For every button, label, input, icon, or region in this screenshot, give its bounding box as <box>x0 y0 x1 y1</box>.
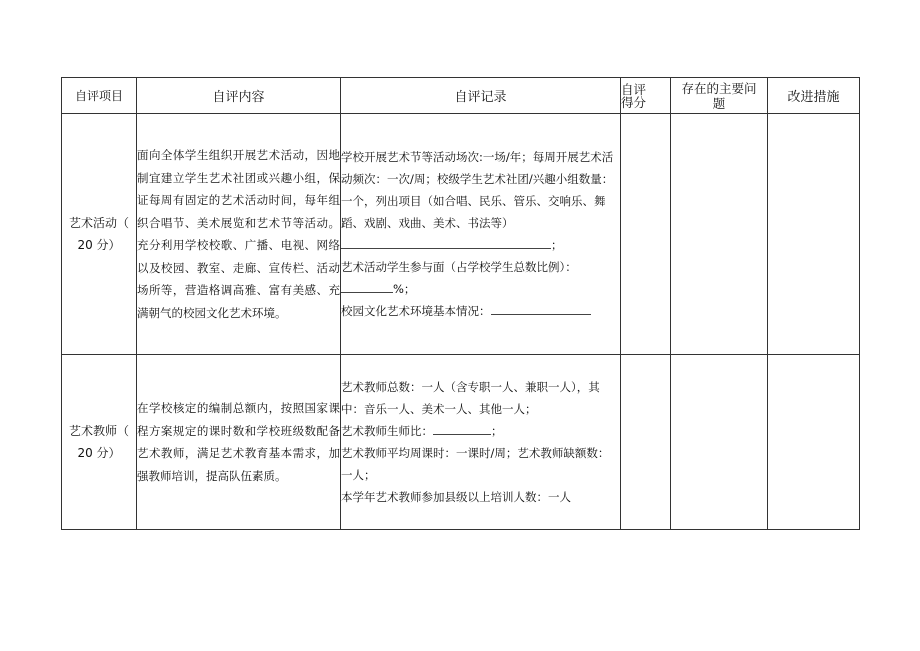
record-text: ； <box>551 238 563 252</box>
row-content: 在学校核定的编制总额内，按照国家课程方案规定的课时数和学校班级数配备艺术教师，满足艺术教育基本需求，加强教师培训，提高队伍素质。 <box>137 355 341 530</box>
record-text: %； <box>393 282 416 296</box>
record-line <box>341 146 620 256</box>
fill-blank[interactable] <box>341 280 393 293</box>
row-item-line2: 20 分） <box>77 446 121 460</box>
row-item-line1: 艺术活动（ <box>68 216 129 230</box>
row-item-line2: 20 分） <box>77 238 121 252</box>
header-item: 自评项目 <box>62 78 137 114</box>
header-content: 自评内容 <box>137 78 341 114</box>
issue-cell[interactable] <box>671 355 768 530</box>
fill-blank[interactable] <box>491 302 591 315</box>
record-text: 艺术活动学生参与面（占学校学生总数比例）： <box>341 260 577 274</box>
measures-cell[interactable] <box>768 114 860 355</box>
record-text: ； <box>491 424 503 438</box>
self-evaluation-table <box>61 77 860 530</box>
fill-blank[interactable] <box>433 422 491 435</box>
fill-blank[interactable] <box>341 236 551 249</box>
record-line <box>341 256 620 300</box>
record-line <box>341 300 620 322</box>
record-text: 本学年艺术教师参加县级以上培训人数：一人 <box>341 490 571 504</box>
row-record <box>341 355 621 530</box>
row-record <box>341 114 621 355</box>
record-line <box>341 420 620 442</box>
record-text: 校园文化艺术环境基本情况： <box>341 304 491 318</box>
record-line <box>341 376 620 420</box>
header-score-bottom: 得分 <box>621 94 647 110</box>
record-line <box>341 486 620 508</box>
record-text: 艺术教师平均周课时：一课时/周；艺术教师缺额数：一人； <box>341 446 610 482</box>
row-item-line1: 艺术教师（ <box>68 424 129 438</box>
score-cell[interactable] <box>621 355 671 530</box>
record-text: 学校开展艺术节等活动场次:一场/年；每周开展艺术活动频次：一次/周；校级学生艺术社团/兴趣小组数量：一个，列出项目（如合唱、民乐、管乐、交响乐、舞蹈、戏剧、戏曲、美术、书法等） <box>341 150 614 230</box>
header-score-top: 自评 <box>621 81 647 97</box>
row-content: 面向全体学生组织开展艺术活动，因地制宜建立学生艺术社团或兴趣小组，保证每周有固定的艺术活动时间，每年组织合唱节、美术展览和艺术节等活动。充分利用学校校歌、广播、电视、网络以及校园、教室、走廊、宣传栏、活动场所等，营造格调高雅、富有美感、充满朝气的校园文化艺术环境。 <box>137 114 341 355</box>
table-row <box>62 355 860 530</box>
header-issue-top: 存在的主要问 <box>681 80 757 96</box>
header-record: 自评记录 <box>341 78 621 114</box>
record-line <box>341 442 620 486</box>
header-row <box>62 78 860 114</box>
row-item <box>62 355 137 530</box>
header-issue-bottom: 题 <box>712 95 726 111</box>
header-score <box>621 78 671 114</box>
score-cell[interactable] <box>621 114 671 355</box>
measures-cell[interactable] <box>768 355 860 530</box>
header-issue <box>671 78 768 114</box>
record-text: 艺术教师总数：一人（含专职一人、兼职一人），其中：音乐一人、美术一人、其他一人； <box>341 380 600 416</box>
record-text: 艺术教师生师比： <box>341 424 433 438</box>
row-item <box>62 114 137 355</box>
header-measures: 改进措施 <box>768 78 860 114</box>
issue-cell[interactable] <box>671 114 768 355</box>
table-row <box>62 114 860 355</box>
